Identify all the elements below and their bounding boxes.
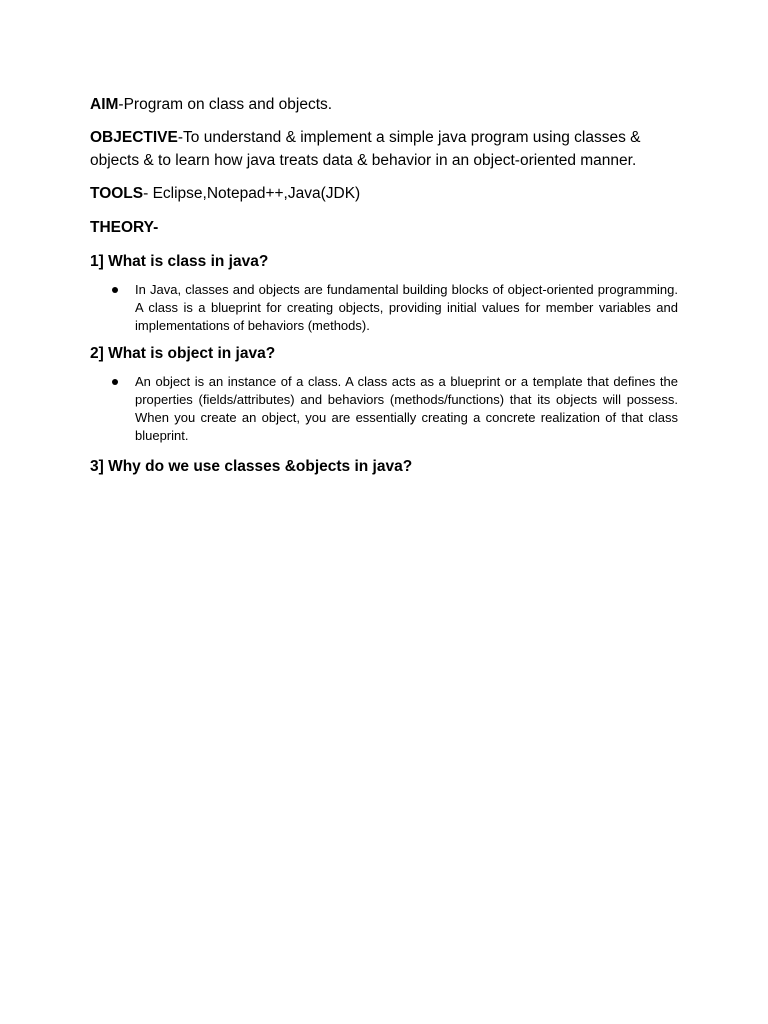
theory-dash: - (153, 219, 159, 236)
document-page (90, 93, 678, 478)
question-2-answer-text: An object is an instance of a class. A class acts as a blueprint or a template that defines the properties (fields/attributes) and behaviors (methods/functions) that its objects will possess. When you create an object, you are essentially creating a concrete realization of that class blueprint. (135, 373, 678, 444)
theory-line (90, 216, 678, 239)
question-1-answer-text: In Java, classes and objects are fundamental building blocks of object-oriented programming. A class is a blueprint for creating objects, providing initial values for member variables and implementations of behaviors (methods). (135, 282, 678, 334)
question-2-answer (90, 373, 678, 446)
question-1-heading: 1] What is class in java? (90, 253, 269, 270)
tools-text: - Eclipse,Notepad++,Java(JDK) (143, 185, 361, 202)
aim-text: -Program on class and objects. (118, 96, 333, 113)
bullet-icon (112, 379, 118, 385)
bullet-icon (112, 287, 118, 293)
objective-label: OBJECTIVE (90, 129, 178, 146)
tools-label: TOOLS (90, 185, 144, 202)
question-2-heading: 2] What is object in java? (90, 344, 276, 362)
question-1-answer (90, 281, 678, 336)
theory-label: THEORY (90, 219, 154, 236)
objective-line (90, 126, 678, 172)
aim-line (90, 93, 678, 116)
objective-text: -To understand & implement a simple java program using classes & objects & to learn how java treats data & behavior in an object-oriented manner. (90, 129, 641, 169)
question-3-heading: 3] Why do we use classes &objects in java? (90, 458, 413, 476)
tools-line (90, 182, 678, 205)
aim-label: AIM (90, 96, 119, 113)
